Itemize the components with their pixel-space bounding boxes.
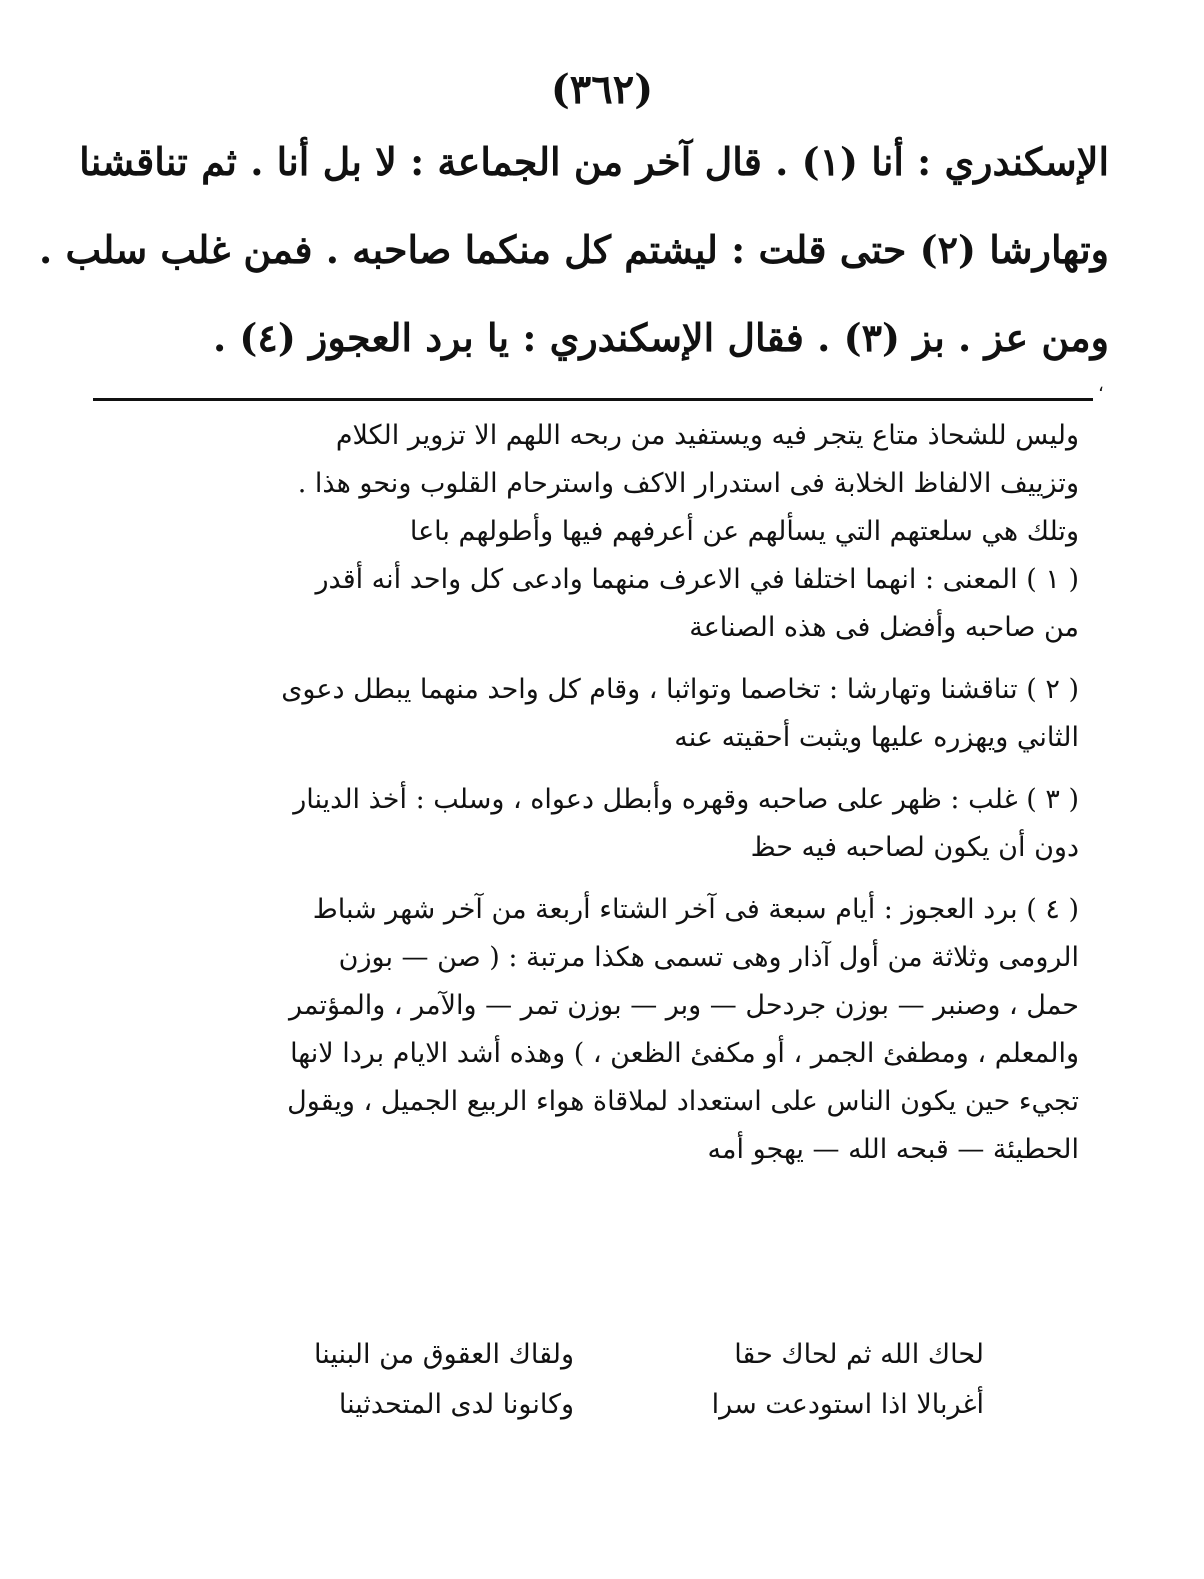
footnote-line: الرومى وثلاثة من أول آذار وهى تسمى هكذا مرتبة : ( صن — بوزن: [338, 942, 1079, 973]
footnote-3: [89, 776, 1079, 872]
main-text-line: وتهارشا (٢) حتى قلت : ليشتم كل منكما صاحبه . فمن غلب سلب .: [39, 227, 1109, 272]
footnote-intro: [89, 412, 1079, 556]
main-text-line: ومن عز . بز (٣) . فقال الإسكندري : يا برد العجوز (٤) .: [212, 315, 1109, 360]
footnote-line: ( ٤ ) برد العجوز : أيام سبعة فى آخر الشتاء أربعة من آخر شهر شباط: [312, 894, 1079, 925]
poem-hemistich: وكانونا لدى المتحدثينا: [338, 1389, 574, 1420]
footnote-line: وليس للشحاذ متاع يتجر فيه ويستفيد من ربحه اللهم الا تزوير الكلام: [335, 420, 1079, 451]
footnote-line: ( ١ ) المعنى : انهما اختلفا في الاعرف منهما وادعى كل واحد أنه أقدر: [315, 564, 1079, 595]
footnotes: [89, 412, 1079, 1174]
poem-hemistich: لحاك الله ثم لحاك حقا: [734, 1339, 984, 1370]
footnote-line: من صاحبه وأفضل فى هذه الصناعة: [689, 612, 1079, 643]
margin-mark: ،: [1098, 375, 1104, 396]
main-text-line: الإسكندري : أنا (١) . قال آخر من الجماعة : لا بل أنا . ثم تناقشنا: [79, 139, 1109, 184]
page-number: (٣٦٢): [550, 66, 654, 113]
footnote-line: وتلك هي سلعتهم التي يسألهم عن أعرفهم فيها وأطولهم باعا: [409, 516, 1079, 547]
footnote-line: ( ٣ ) غلب : ظهر على صاحبه وقهره وأبطل دعواه ، وسلب : أخذ الدينار: [293, 784, 1079, 815]
footnote-2: [89, 666, 1079, 762]
main-text: [39, 118, 1109, 382]
footnote-line: ( ٢ ) تناقشنا وتهارشا : تخاصما وتواثبا ، وقام كل واحد منهما يبطل دعوى: [281, 674, 1079, 705]
poem-verse: [204, 1330, 984, 1380]
footnote-line: وتزييف الالفاظ الخلابة فى استدرار الاكف واسترحام القلوب ونحو هذا .: [297, 468, 1079, 499]
footnote-4: [89, 886, 1079, 1174]
footnote-1: [89, 556, 1079, 652]
footnote-line: والمعلم ، ومطفئ الجمر ، أو مكفئ الظعن ، ) وهذه أشد الايام بردا لانها: [290, 1038, 1079, 1069]
footnote-line: الثاني ويهزره عليها ويثبت أحقيته عنه: [674, 722, 1079, 753]
footnote-line: الحطيئة — قبحه الله — يهجو أمه: [707, 1134, 1079, 1165]
footnote-line: دون أن يكون لصاحبه فيه حظ: [750, 832, 1079, 863]
footnote-separator: [93, 398, 1093, 401]
poem-hemistich: ولقاك العقوق من البنينا: [313, 1339, 574, 1370]
footnote-line: تجيء حين يكون الناس على استعداد لملاقاة هواء الربيع الجميل ، ويقول: [287, 1086, 1079, 1117]
poem-verse: [204, 1380, 984, 1430]
poem: [204, 1330, 984, 1430]
poem-hemistich: أغربالا اذا استودعت سرا: [711, 1389, 984, 1420]
footnote-line: حمل ، وصنبر — بوزن جردحل — وبر — بوزن تمر — والآمر ، والمؤتمر: [288, 990, 1079, 1021]
